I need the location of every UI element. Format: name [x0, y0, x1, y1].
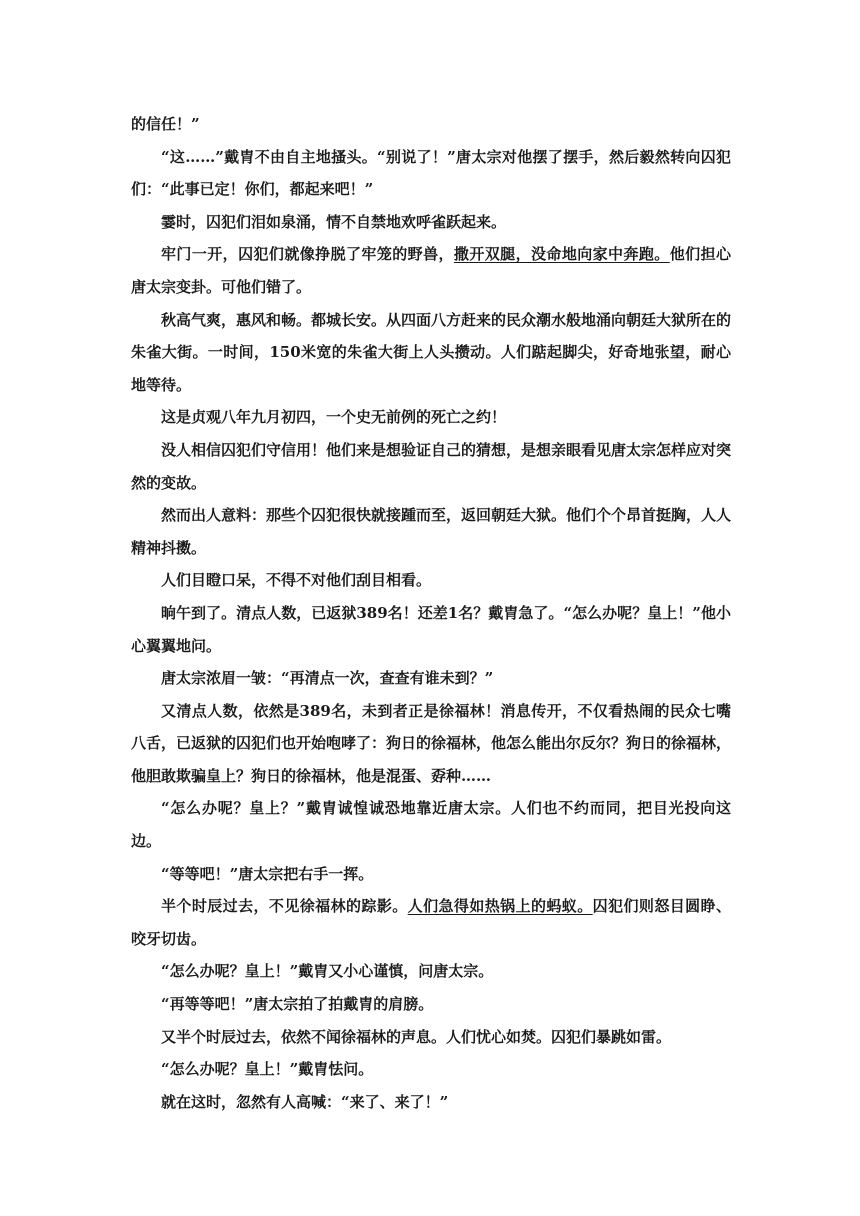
paragraph: 又清点人数，依然是389名，未到者正是徐福林！消息传开，不仅看热闹的民众七嘴八舌，已返狱的囚犯们也开始咆哮了：狗日的徐福林，他怎么能出尔反尔？狗日的徐福林，他胆敢欺骗皇上？狗日的徐福林，他是混蛋、孬种……: [131, 701, 732, 785]
paragraph: “这……”戴胄不由自主地搔头。“别说了！”唐太宗对他摆了摆手，然后毅然转向囚犯们：“此事已定！你们，都起来吧！”: [131, 147, 731, 199]
underlined-phrase: 人们急得如热锅上的蚂蚁。: [407, 897, 593, 916]
paragraph: 人们目瞪口呆，不得不对他们刮目相看。: [161, 571, 432, 590]
paragraph: 霎时，囚犯们泪如泉涌，情不自禁地欢呼雀跃起来。: [161, 212, 507, 231]
paragraph: “怎么办呢？皇上？”戴胄诚惶诚恐地靠近唐太宗。人们也不约而同，把目光投向这边。: [131, 799, 731, 851]
paragraph: 秋高气爽，惠风和畅。都城长安。从四面八方赶来的民众潮水般地涌向朝廷大狱所在的朱雀大街。一时间，150米宽的朱雀大街上人头攒动。人们踮起脚尖，好奇地张望，耐心地等待。: [131, 310, 732, 394]
paragraph: “再等等吧！”唐太宗拍了拍戴胄的肩膀。: [161, 995, 434, 1014]
paragraph: 唐太宗浓眉一皱：“再清点一次，查查有谁未到？”: [161, 669, 494, 688]
paragraph: 这是贞观八年九月初四，一个史无前例的死亡之约！: [161, 408, 507, 427]
paragraph: “等等吧！”唐太宗把右手一挥。: [161, 864, 374, 883]
paragraph: 然而出人意料：那些个囚犯很快就接踵而至，返回朝廷大狱。他们个个昂首挺胸，人人精神抖擞。: [131, 506, 732, 557]
underlined-phrase: 撒开双腿，没命地向家中奔跑。: [453, 245, 670, 264]
paragraph: 牢门一开，囚犯们就像挣脱了牢笼的野兽，撒开双腿，没命地向家中奔跑。他们担心唐太宗变卦。可他们错了。: [131, 245, 731, 296]
paragraph: “怎么办呢？皇上！”戴胄又小心谨慎，问唐太宗。: [161, 962, 494, 981]
paragraph: 就在这时，忽然有人高喊：“来了、来了！”: [161, 1092, 449, 1111]
paragraph: 的信任！”: [131, 115, 200, 133]
paragraph: 半个时辰过去，不见徐福林的踪影。人们急得如热锅上的蚂蚁。囚犯们则怒目圆睁、咬牙切齿。: [131, 897, 731, 948]
paragraph: 晌午到了。清点人数，已返狱389名！还差1名？戴胄急了。“怎么办呢？皇上！”他小心翼翼地问。: [131, 603, 731, 655]
paragraph: 没人相信囚犯们守信用！他们来是想验证自己的猜想，是想亲眼看见唐太宗怎样应对突然的变故。: [131, 440, 732, 492]
paragraph: 又半个时辰过去，依然不闻徐福林的声息。人们忧心如焚。囚犯们暴跳如雷。: [161, 1027, 672, 1046]
paragraph: “怎么办呢？皇上！”戴胄怯问。: [161, 1060, 374, 1079]
story-text: [131, 108, 731, 1118]
